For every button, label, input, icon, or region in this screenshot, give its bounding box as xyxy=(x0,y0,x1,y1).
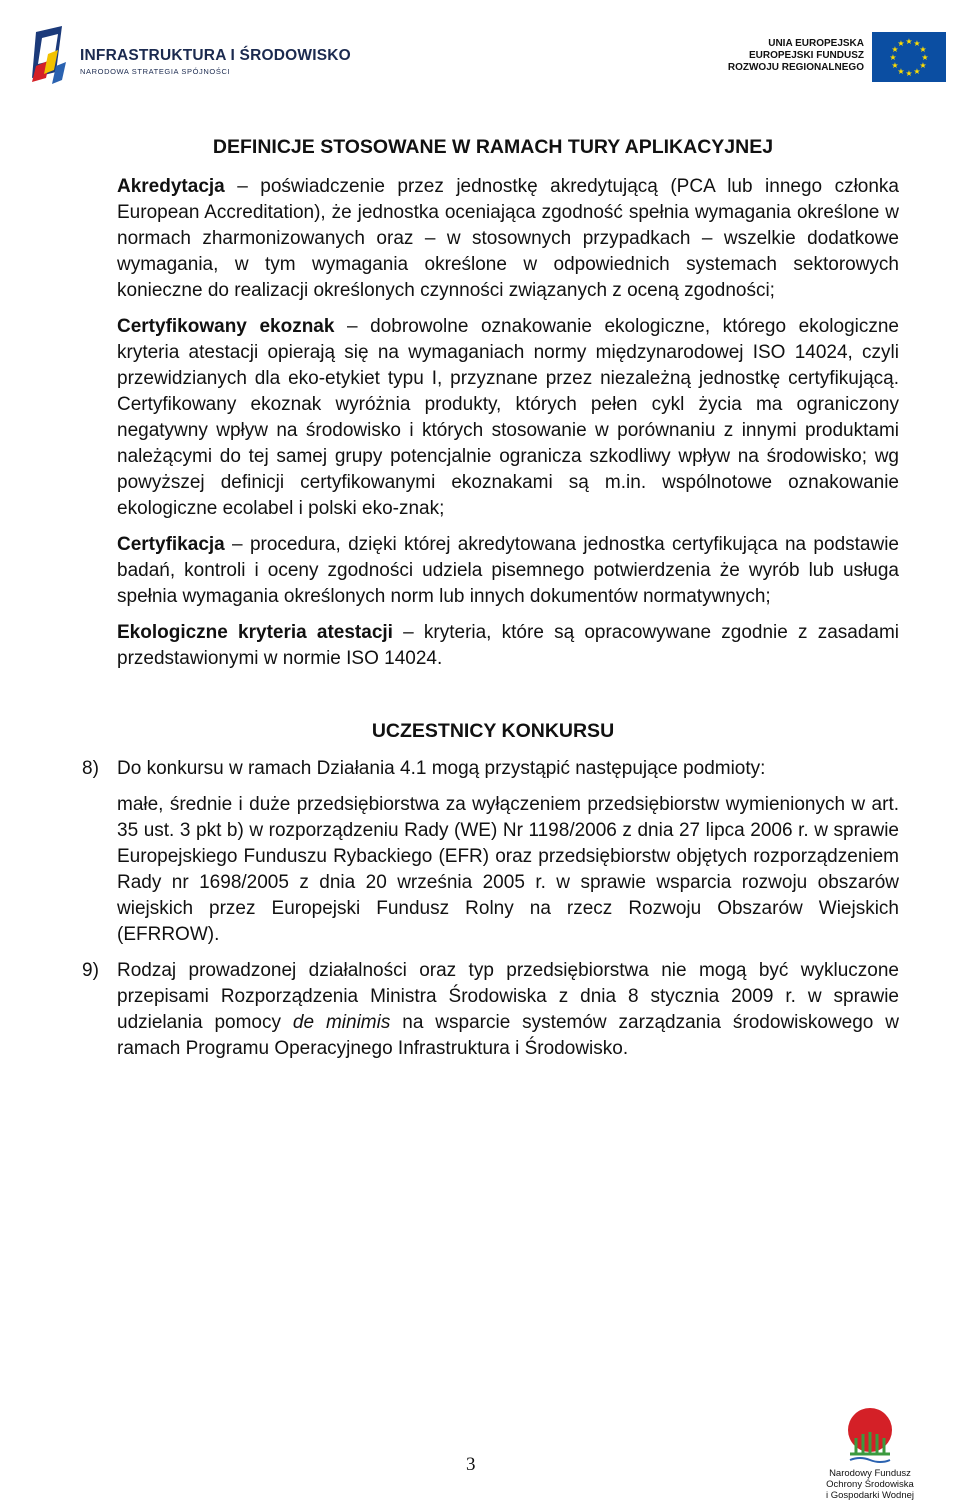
definition-ekologiczne-kryteria xyxy=(117,620,899,672)
definition-text: – dobrowolne oznakowanie ekologiczne, którego ekologiczne kryteria atestacji opierają się na wymaganiach normy międzynarodowej ISO 14024, czyli przewidzianych dla eko-etykiet typu I, przyznane przez niezależną jednostkę certyfikującą. Certyfikowany ekoznak wyróżnia produkty, których pełen cykl życia ma ograniczony negatywny wpływ na środowisko i których stosowanie w porównaniu z innymi produktami należącymi do tej samej grupy potencjalnie ogranicza szkodliwy wpływ na środowisko; wg powyższej definicji certyfikowanymi ekoznakami są m.in. wspólnotowe oznakowanie ekologiczne ecolabel i polski eko-znak; xyxy=(117,316,899,519)
eu-line-2: EUROPEJSKI FUNDUSZ xyxy=(748,50,864,61)
numbered-item-8 xyxy=(82,756,899,782)
svg-text:★: ★ xyxy=(913,39,921,48)
item-number: 9) xyxy=(82,960,99,981)
infrastruktura-logo xyxy=(32,26,351,88)
definition-akredytacja xyxy=(117,174,899,304)
svg-text:★: ★ xyxy=(919,45,927,54)
page-number: 3 xyxy=(466,1454,476,1475)
eu-line-3: ROZWOJU REGIONALNEGO xyxy=(727,62,864,73)
nfosigw-logo-text xyxy=(820,1468,920,1501)
section-heading-participants: UCZESTNICY KONKURSU xyxy=(371,720,615,742)
item-number: 8) xyxy=(82,758,99,779)
svg-text:★: ★ xyxy=(897,67,905,76)
definition-certyfikacja xyxy=(117,532,899,610)
nf-line-3: i Gospodarki Wodnej xyxy=(825,1490,914,1501)
definition-term: Akredytacja xyxy=(117,176,225,197)
svg-text:★: ★ xyxy=(905,69,913,78)
item-text-after: na wsparcie systemów zarządzania środowiskowego w ramach Programu Operacyjnego Infrastruktura i Środowisko. xyxy=(117,1012,899,1059)
eligible-entities-paragraph: małe, średnie i duże przedsiębiorstwa za wyłączeniem przedsiębiorstw wymienionych w art. 35 ust. 3 pkt b) w rozporządzeniu Rady (WE) Nr 1198/2006 z dnia 27 lipca 2006 r. w sprawie Europejskiego Funduszu Rybackiego (EFR) oraz przedsiębiorstw objętych rozporządzeniem Rady nr 1698/2005 z dnia 20 września 2005 r. w sprawie wsparcia rozwoju obszarów wiejskich przez Europejski Fundusz Rolny na rzecz Rozwoju Obszarów Wiejskich (EFRROW). xyxy=(117,794,899,945)
svg-text:★: ★ xyxy=(889,53,897,62)
section-heading-definitions: DEFINICJE STOSOWANE W RAMACH TURY APLIKACYJNEJ xyxy=(212,136,774,158)
eu-flag-icon xyxy=(872,32,946,82)
page-header xyxy=(0,0,960,100)
definition-certyfikowany-ekoznak xyxy=(117,314,899,522)
logo-subtitle: NARODOWA STRATEGIA SPÓJNOŚCI xyxy=(80,67,231,76)
document-body xyxy=(82,134,900,1072)
definition-term: Certyfikacja xyxy=(117,534,225,555)
nss-flag-icon xyxy=(32,26,76,88)
svg-text:★: ★ xyxy=(921,53,929,62)
item-text-before: Rodzaj prowadzonej działalności oraz typ przedsiębiorstwa nie mogą być wykluczone przepisami Rozporządzenia Ministra Środowiska z dnia 8 stycznia 2009 r. w sprawie udzielania pomocy xyxy=(117,960,899,1033)
eu-stars-icon xyxy=(872,32,946,82)
svg-text:★: ★ xyxy=(891,61,899,70)
item-italic-term: de minimis xyxy=(292,1012,391,1033)
eu-logo-text xyxy=(728,38,864,74)
logo-title: INFRASTRUKTURA I ŚRODOWISKO xyxy=(80,47,351,64)
svg-text:★: ★ xyxy=(905,37,913,46)
nfosigw-emblem-icon xyxy=(820,1404,920,1466)
numbered-item-9 xyxy=(82,958,899,1062)
eu-line-1: UNIA EUROPEJSKA xyxy=(768,38,864,49)
definition-term: Ekologiczne kryteria atestacji xyxy=(117,622,393,643)
definition-term: Certyfikowany ekoznak xyxy=(117,316,335,337)
definition-text: – poświadczenie przez jednostkę akredytującą (PCA lub innego członka European Accreditation), że jednostka oceniająca zgodność spełnia wymagania określone w normach zharmonizowanych oraz – w stosownych przypadkach – wszelkie dodatkowe wymagania, w tym wymagania określone w odpowiednich systemach sektorowych konieczne do realizacji określonych czynności związanych z oceną zgodności; xyxy=(117,176,899,301)
definition-text: – kryteria, które są opracowywane zgodnie z zasadami przedstawionymi w normie ISO 14024. xyxy=(117,622,900,669)
nf-line-2: Ochrony Środowiska xyxy=(826,1479,914,1490)
nf-line-1: Narodowy Fundusz xyxy=(829,1468,911,1479)
definition-text: – procedura, dzięki której akredytowana jednostka certyfikująca na podstawie badań, kontroli i oceny zgodności udziela pisemnego potwierdzenia że wyrób lub usługa spełnia wymagania określonych norm lub innych dokumentów normatywnych; xyxy=(117,534,899,607)
nfosigw-logo xyxy=(820,1404,920,1502)
eu-logo xyxy=(726,30,946,84)
svg-text:★: ★ xyxy=(919,61,927,70)
svg-text:★: ★ xyxy=(891,45,899,54)
item-text: Do konkursu w ramach Działania 4.1 mogą przystąpić następujące podmioty: xyxy=(117,758,766,779)
svg-text:★: ★ xyxy=(897,39,905,48)
svg-text:★: ★ xyxy=(913,67,921,76)
